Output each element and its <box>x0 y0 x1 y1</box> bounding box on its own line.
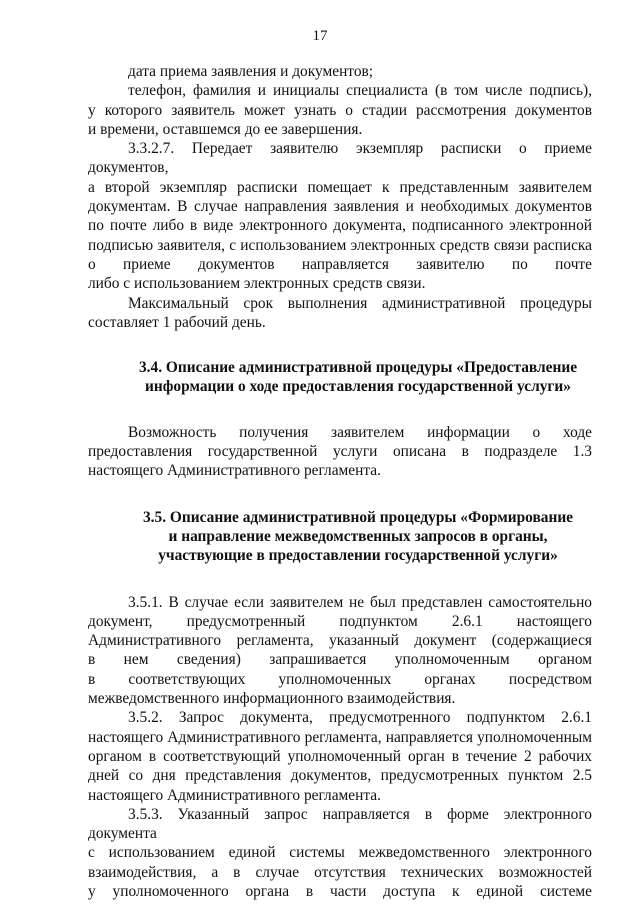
heading-line: информации о ходе предоставления государственной услуги» <box>145 378 571 396</box>
text-line: Максимальный срок выполнения административной процедуры <box>128 294 592 312</box>
text-line: 3.5.1. В случае если заявителем не был представлен самостоятельно <box>128 593 592 611</box>
text-line: Административного регламента, указанный документ (содержащиеся <box>88 632 592 650</box>
text-line: 3.5.2. Запрос документа, предусмотренного подпунктом 2.6.1 <box>128 709 592 727</box>
section-3-5-body <box>88 593 592 902</box>
text-line: а второй экземпляр расписки помещает к представленным заявителем <box>88 178 592 196</box>
text-line: документам. В случае направления заявления и необходимых документов <box>88 198 592 216</box>
text-line: межведомственного информационного взаимодействия. <box>88 690 456 708</box>
text-line: у которого заявитель может узнать о стадии рассмотрения документов <box>88 101 592 119</box>
text-line: телефон, фамилия и инициалы специалиста (в том числе подпись), <box>128 82 592 100</box>
document-body <box>88 62 592 901</box>
page-number: 17 <box>312 28 328 44</box>
heading-line: 3.4. Описание административной процедуры «Предоставление <box>138 359 578 377</box>
text-line: и времени, оставшемся до ее завершения. <box>88 120 363 138</box>
text-line: настоящего Административного регламента, направляется уполномоченным <box>88 728 592 746</box>
text-line: взаимодействия, а в случае отсутствия технических возможностей <box>88 863 592 881</box>
text-line: 3.3.2.7. Передает заявителю экземпляр расписки о приеме документов, <box>88 140 592 177</box>
section-3-4-body <box>88 423 592 481</box>
heading-3-4 <box>88 358 592 397</box>
text-line: предоставления государственной услуги описана в подразделе 1.3 <box>88 443 592 461</box>
heading-line: 3.5. Описание административной процедуры «Формирование <box>142 508 574 526</box>
text-line: дней со дня представления документов, предусмотренных пунктом 2.5 <box>88 767 592 785</box>
text-line: у уполномоченного органа в части доступа к единой системе <box>88 882 592 900</box>
text-line: настоящего Административного регламента. <box>88 786 381 804</box>
text-line: либо с использованием электронных средств связи. <box>88 275 426 293</box>
text-line: в нем сведения) запрашивается уполномоченным органом <box>88 651 592 669</box>
text-line: Возможность получения заявителем информации о ходе <box>128 423 592 441</box>
text-line: подписью заявителя, с использованием электронных средств связи расписка <box>88 236 592 254</box>
text-line: о приеме документов направляется заявителю по почте <box>88 255 592 273</box>
text-line: по почте либо в виде электронного документа, подписанного электронной <box>88 217 592 235</box>
heading-line: участвующие в предоставлении государственной услуги» <box>158 547 558 565</box>
text-line: документ, предусмотренный подпунктом 2.6.1 настоящего <box>88 612 592 630</box>
text-line: 3.5.3. Указанный запрос направляется в форме электронного документа <box>88 805 592 843</box>
heading-3-5 <box>88 508 592 566</box>
text-line: настоящего Административного регламента. <box>88 462 381 480</box>
text-line: в соответствующих уполномоченных органах посредством <box>88 670 592 688</box>
text-line: органом в соответствующий уполномоченный орган в течение 2 рабочих <box>88 747 592 765</box>
section-3-3-2-continuation <box>88 62 592 332</box>
text-line: с использованием единой системы межведомственного электронного <box>88 844 592 862</box>
heading-line: и направление межведомственных запросов в органы, <box>168 527 548 545</box>
text-line: составляет 1 рабочий день. <box>88 313 266 331</box>
text-line: дата приема заявления и документов; <box>128 63 374 80</box>
